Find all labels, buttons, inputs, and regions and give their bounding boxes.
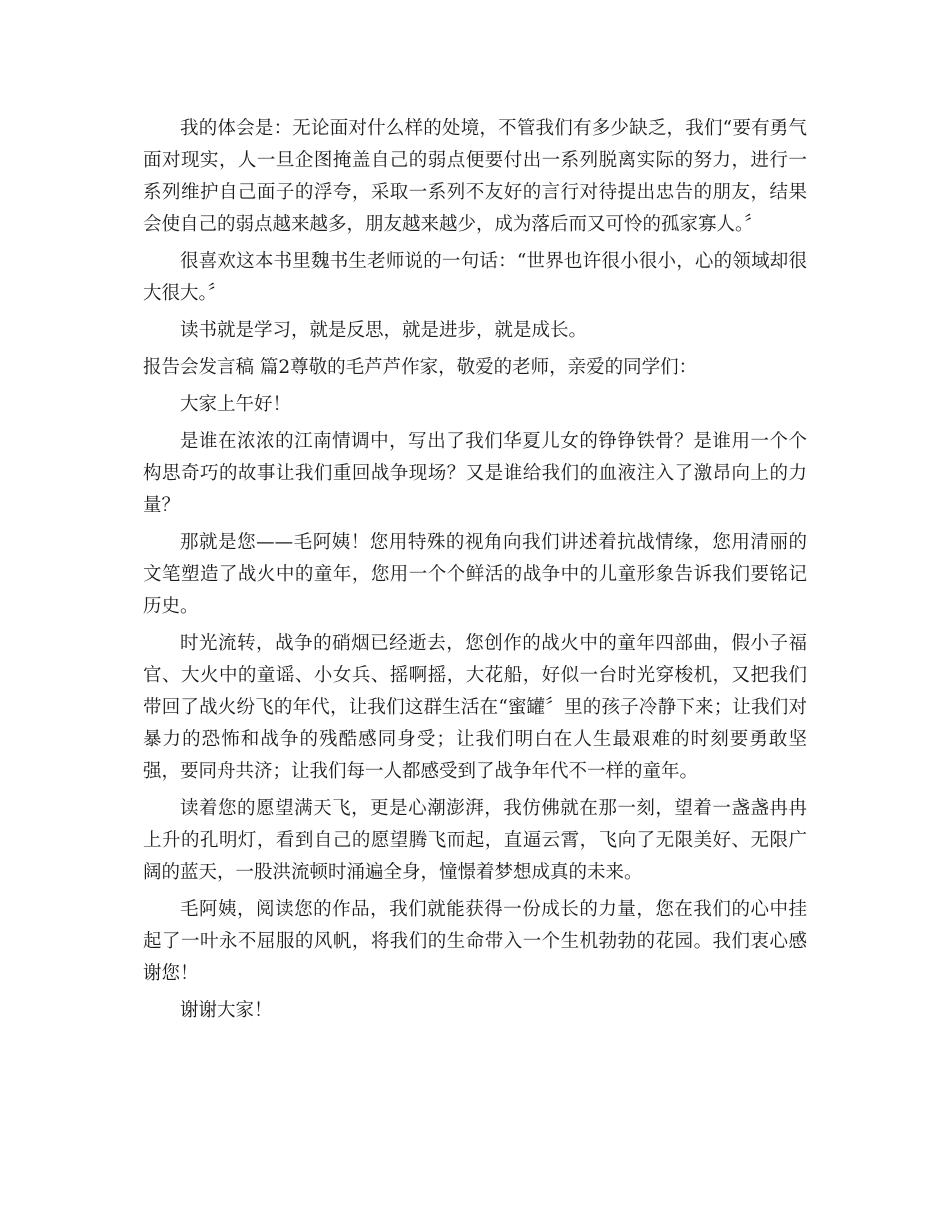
paragraph-3: 读书就是学习，就是反思，就是进步，就是成长。 xyxy=(180,320,588,341)
paragraph-2: 很喜欢这本书里魏书生老师说的一句话：“世界也许很小很小，心的领域却很大很大。〞 xyxy=(143,251,807,304)
paragraph-6: 是谁在浓浓的江南情调中，写出了我们华夏儿女的铮铮铁骨？是谁用一个个构思奇巧的故事让我们重回战争现场？又是谁给我们的血液注入了激昂向上的力量？ xyxy=(143,431,807,516)
document-body xyxy=(143,113,807,1032)
closing: 谢谢大家！ xyxy=(180,1000,273,1021)
paragraph-8: 时光流转，战争的硝烟已经逝去，您创作的战火中的童年四部曲，假小子福官、大火中的童谣、小女兵、摇啊摇，大花船，好似一台时光穿梭机，又把我们带回了战火纷飞的年代，让我们这群生活在“蜜罐〞里的孩子冷静下来；让我们对暴力的恐怖和战争的残酷感同身受；让我们明白在人生最艰难的时刻要勇敢坚强，要同舟共济；让我们每一人都感受到了战争年代不一样的童年。 xyxy=(143,633,807,782)
greeting: 大家上午好！ xyxy=(180,394,292,415)
section-heading: 报告会发言稿 篇2尊敬的毛芦芦作家，敬爱的老师，亲爱的同学们： xyxy=(143,357,698,378)
paragraph-1: 我的体会是：无论面对什么样的处境，不管我们有多少缺乏，我们“要有勇气面对现实，人一旦企图掩盖自己的弱点便要付出一系列脱离实际的努力，进行一系列维护自己面子的浮夸，采取一系列不友好的言行对待提出忠告的朋友，结果会使自己的弱点越来越多，朋友越来越少，成为落后而又可怜的孤家寡人。〞 xyxy=(143,118,807,235)
paragraph-10: 毛阿姨，阅读您的作品，我们就能获得一份成长的力量，您在我们的心中挂起了一叶永不屈服的风帆，将我们的生命带入一个生机勃勃的花园。我们衷心感谢您！ xyxy=(143,899,807,984)
paragraph-9: 读着您的愿望满天飞，更是心潮澎湃，我仿佛就在那一刻，望着一盏盏冉冉上升的孔明灯，看到自己的愿望腾飞而起，直逼云霄，飞向了无限美好、无限广阔的蓝天，一股洪流顿时涌遍全身，憧憬着梦想成真的未来。 xyxy=(143,798,807,883)
paragraph-7: 那就是您——毛阿姨！您用特殊的视角向我们讲述着抗战情缘，您用清丽的文笔塑造了战火中的童年，您用一个个鲜活的战争中的儿童形象告诉我们要铭记历史。 xyxy=(143,532,807,617)
